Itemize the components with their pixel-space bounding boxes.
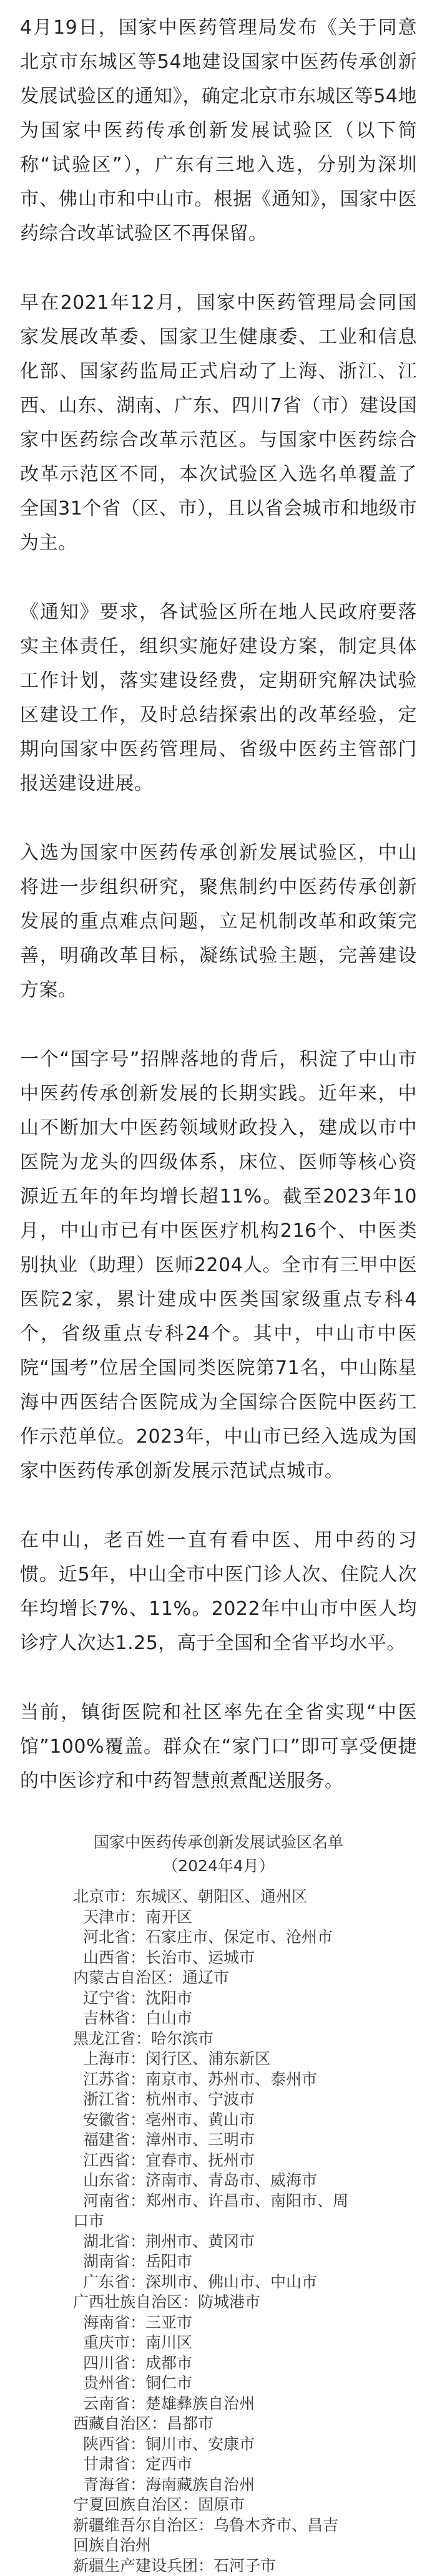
list-item: 云南省：楚雄彝族自治州 [0,2394,437,2414]
list-item: 吉林省：白山市 [0,2008,437,2029]
list-item: 新疆维吾尔自治区：乌鲁木齐市、昌吉 [0,2515,437,2536]
list-item: 黑龙江省：哈尔滨市 [0,2029,437,2050]
list-item: 山西省：长治市、运城市 [0,1948,437,1968]
article-paragraph-5: 一个“国字号”招牌落地的背后，积淀了中山市中医药传承创新发展的长期实践。近年来，中山不断加大中医药领域财政投入，建成以市中医院为龙头的四级体系，床位、医师等核心资源近五年的年均增长超11%。截至2023年10月，中山市已有中医医疗机构216个、中医类别执业（助理）医师2204人。全市有三甲中医医院2家，累计建成中医类国家级重点专科4个，省级重点专科24个。其中，中山市中医院“国考”位居全国同类医院第71名，中山陈星海中西医结合医院成为全国综合医院中医药工作示范单位。2023年，中山市已经入选成为国家中医药传承创新发展示范试点城市。 [20,1042,417,1488]
list-subtitle: （2024年4月） [0,1854,437,1878]
list-item: 甘肃省：定西市 [0,2454,437,2475]
list-item: 回族自治州 [0,2535,437,2556]
article-paragraph-4: 入选为国家中医药传承创新发展试验区，中山将进一步组织研究，聚焦制约中医药传承创新发展的重点难点问题，立足机制改革和政策完善，明确改革目标，凝练试验主题，完善建设方案。 [20,836,417,1007]
list-item: 福建省：漳州市、三明市 [0,2130,437,2151]
list-item: 广东省：深圳市、佛山市、中山市 [0,2272,437,2293]
list-item: 陕西省：铜川市、安康市 [0,2434,437,2455]
list-item: 浙江省：杭州市、宁波市 [0,2089,437,2110]
list-item: 广西壮族自治区：防城港市 [0,2292,437,2313]
list-item: 口市 [0,2211,437,2232]
list-item: 河南省：郑州市、许昌市、南阳市、周 [0,2191,437,2212]
list-item: 山东省：济南市、青岛市、威海市 [0,2171,437,2191]
list-item: 贵州省：铜仁市 [0,2373,437,2394]
list-title: 国家中医药传承创新发展试验区名单 [0,1831,437,1854]
article-paragraph-6: 在中山，老百姓一直有看中医、用中药的习惯。近5年，中山全市中医门诊人次、住院人次年均增长7%、11%。2022年中山市中医人均诊疗人次达1.25，高于全国和全省平均水平。 [20,1523,417,1660]
list-item: 海南省：三亚市 [0,2313,437,2333]
list-item: 重庆市：南川区 [0,2333,437,2353]
article-paragraph-3: 《通知》要求，各试验区所在地人民政府要落实主体责任，组织实施好建设方案，制定具体工作计划，落实建设经费，定期研究解决试验区建设工作，及时总结探索出的改革经验，定期向国家中医药管理局、省级中医药主管部门报送建设进展。 [20,595,417,801]
pilot-zone-list [0,1831,437,2576]
list-item: 天津市：南开区 [0,1907,437,1928]
list-item: 江西省：宜春市、抚州市 [0,2151,437,2171]
list-item: 湖北省：荆州市、黄冈市 [0,2232,437,2252]
article-paragraph-2: 早在2021年12月，国家中医药管理局会同国家发展改革委、国家卫生健康委、工业和信息化部、国家药监局正式启动了上海、浙江、江西、山东、湖南、广东、四川7省（市）建设国家中医药综合改革示范区。与国家中医药综合改革示范区不同，本次试验区入选名单覆盖了全国31个省（区、市），且以省会城市和地级市为主。 [20,286,417,560]
list-rows [0,1887,437,2576]
list-item: 上海市：闵行区、浦东新区 [0,2049,437,2070]
list-item: 宁夏回族自治区：固原市 [0,2495,437,2515]
list-item: 辽宁省：沈阳市 [0,1988,437,2009]
list-item: 内蒙古自治区：通辽市 [0,1968,437,1988]
list-item: 安徽省：亳州市、黄山市 [0,2110,437,2131]
list-item: 江苏省：南京市、苏州市、泰州市 [0,2070,437,2090]
list-item: 四川省：成都市 [0,2353,437,2374]
article-paragraph-1: 4月19日，国家中医药管理局发布《关于同意北京市东城区等54地建设国家中医药传承创新发展试验区的通知》，确定北京市东城区等54地为国家中医药传承创新发展试验区（以下简称“试验区”），广东有三地入选，分别为深圳市、佛山市和中山市。根据《通知》，国家中医药综合改革试验区不再保留。 [20,0,417,251]
list-item: 西藏自治区：昌都市 [0,2414,437,2434]
list-item: 河北省：石家庄市、保定市、沧州市 [0,1927,437,1948]
list-item: 新疆生产建设兵团：石河子市 [0,2556,437,2576]
article-paragraph-7: 当前，镇街医院和社区率先在全省实现“中医馆”100%覆盖。群众在“家门口”即可享受便捷的中医诊疗和中药智慧煎煮配送服务。 [20,1695,417,1798]
list-item: 青海省：海南藏族自治州 [0,2475,437,2496]
list-item: 北京市：东城区、朝阳区、通州区 [0,1887,437,1907]
list-item: 湖南省：岳阳市 [0,2252,437,2272]
